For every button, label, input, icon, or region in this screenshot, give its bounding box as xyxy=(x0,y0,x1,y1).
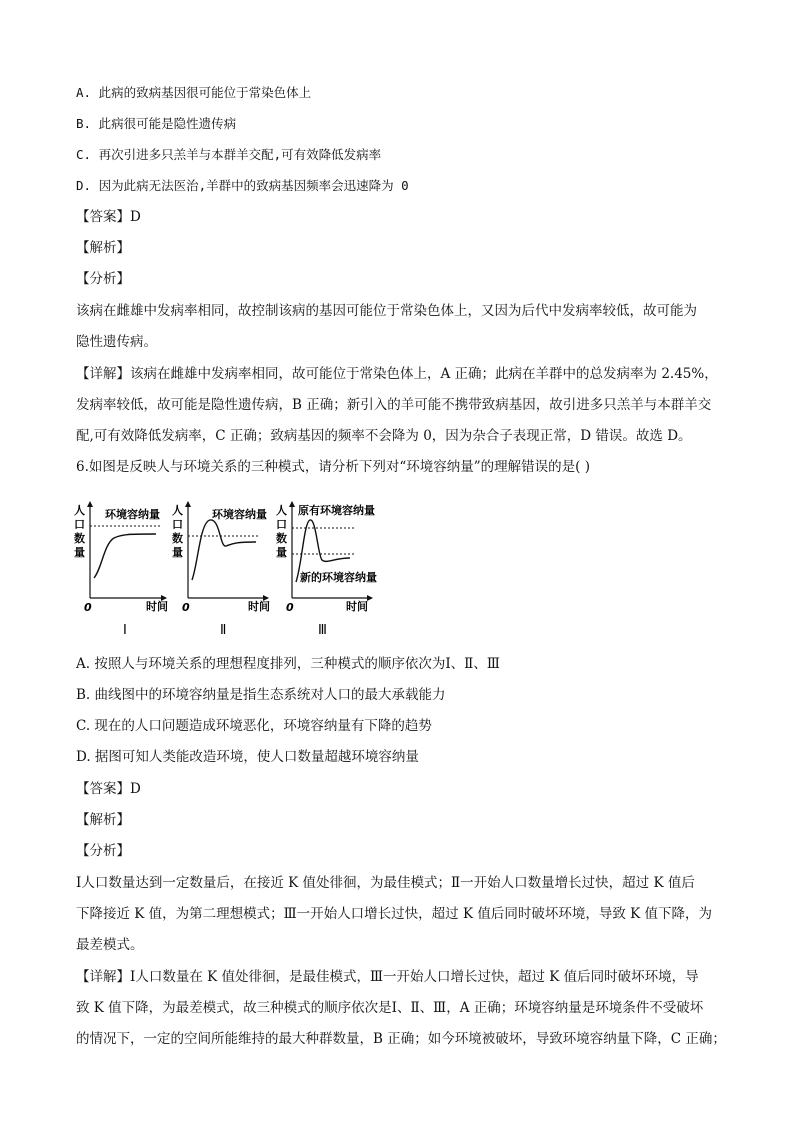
q6-analysis-line: Ⅰ人口数量达到一定数量后，在接近 K 值处徘徊，为最佳模式；Ⅱ一开始人口数量增长过快，超过 K 值后 xyxy=(76,875,695,891)
q5-detail-line: 【详解】该病在雌雄中发病率相同，故可能位于常染色体上，A 正确；此病在羊群中的总发病率为 2.45%， xyxy=(76,366,718,382)
panel-2-y-char: 口 xyxy=(172,518,183,531)
panel-1-numeral: Ⅰ xyxy=(123,623,127,638)
panel-1 xyxy=(74,502,168,638)
panel-2 xyxy=(172,502,270,638)
q5-fenxi-heading: 【分析】 xyxy=(76,271,130,287)
q6-option-d: D. 据图可知人类能改造环境，使人口数量超越环境容纳量 xyxy=(76,749,419,765)
q6-option-c: C. 现在的人口问题造成环境恶化，环境容纳量有下降的趋势 xyxy=(76,718,432,734)
panel-2-y-char: 数 xyxy=(172,532,183,545)
panel-3-y-char: 口 xyxy=(276,518,287,531)
q6-detail-line: 【详解】Ⅰ人口数量在 K 值处徘徊，是最佳模式，Ⅲ一开始人口增长过快，超过 K 值后同时破坏环境，导 xyxy=(76,969,699,985)
panel-3-numeral: Ⅲ xyxy=(318,623,327,638)
panel-2-y-char: 人 xyxy=(172,504,183,517)
panel-1-origin: 0 xyxy=(84,601,92,614)
panel-2-y-char: 量 xyxy=(172,546,183,559)
panel-3 xyxy=(276,502,377,638)
panel-3-y-char: 量 xyxy=(276,546,287,559)
q6-analysis-line: 最差模式。 xyxy=(76,937,144,953)
q5-jiexi-heading: 【解析】 xyxy=(76,240,130,256)
panel-2-origin: 0 xyxy=(182,601,190,614)
panel-1-x-label: 时间 xyxy=(146,600,168,613)
panel-3-new-capacity-label: 新的环境容纳量 xyxy=(300,571,377,584)
q5-detail-line: 配,可有效降低发病率，C 正确；致病基因的频率不会降为 0，因为杂合子表现正常，D 错误。故选 D。 xyxy=(76,428,692,444)
panel-1-y-char: 量 xyxy=(74,546,85,559)
q5-detail-line: 发病率较低，故可能是隐性遗传病，B 正确；新引入的羊可能不携带致病基因，故引进多只羔羊与本群羊交 xyxy=(76,397,712,413)
panel-1-curve xyxy=(94,534,156,578)
q5-option-c: C. 再次引进多只羔羊与本群羊交配,可有效降低发病率 xyxy=(76,147,382,162)
panel-2-x-label: 时间 xyxy=(248,600,270,613)
panel-1-y-char: 人 xyxy=(74,504,85,517)
q5-analysis-line: 该病在雌雄中发病率相同，故控制该病的基因可能位于常染色体上，又因为后代中发病率较低，故可能为 xyxy=(76,303,697,319)
panel-3-y-char: 人 xyxy=(276,504,287,517)
q5-option-b: B. 此病很可能是隐性遗传病 xyxy=(76,116,237,131)
q6-detail-line: 致 K 值下降，为最差模式，故三种模式的顺序依次是Ⅰ、Ⅱ、Ⅲ，A 正确；环境容纳量是环境条件不受破坏 xyxy=(76,1000,704,1016)
panel-1-capacity-label: 环境容纳量 xyxy=(105,508,160,521)
q6-stem: 6.如图是反映人与环境关系的三种模式，请分析下列对“环境容纳量”的理解错误的是( ) xyxy=(76,459,591,475)
panel-3-x-label: 时间 xyxy=(346,600,368,613)
q5-analysis-line: 隐性遗传病。 xyxy=(76,334,157,350)
q5-answer: 【答案】D xyxy=(76,209,141,225)
panel-2-capacity-label: 环境容纳量 xyxy=(212,508,267,521)
panel-2-curve xyxy=(192,520,256,580)
q6-detail-line: 的情况下，一定的空间所能维持的最大种群数量，B 正确；如今环境被破坏，导致环境容纳量下降，C 正确； xyxy=(76,1031,726,1047)
q6-answer: 【答案】D xyxy=(76,781,141,797)
population-model-diagram xyxy=(70,494,390,644)
population-model-figure xyxy=(70,494,390,644)
panel-1-y-char: 数 xyxy=(74,532,85,545)
q6-jiexi-heading: 【解析】 xyxy=(76,812,130,828)
q6-analysis-line: 下降接近 K 值，为第二理想模式；Ⅲ一开始人口增长过快，超过 K 值后同时破坏环境，导致 K 值下降，为 xyxy=(76,906,713,922)
q5-option-d: D. 因为此病无法医治,羊群中的致病基因频率会迅速降为 0 xyxy=(76,178,409,193)
q6-option-a: A. 按照人与环境关系的理想程度排列，三种模式的顺序依次为Ⅰ、Ⅱ、Ⅲ xyxy=(76,656,500,672)
panel-1-y-char: 口 xyxy=(74,518,85,531)
panel-3-y-char: 数 xyxy=(276,532,287,545)
q6-option-b: B. 曲线图中的环境容纳量是指生态系统对人口的最大承载能力 xyxy=(76,687,446,703)
panel-3-origin: 0 xyxy=(286,601,294,614)
panel-3-original-capacity-label: 原有环境容纳量 xyxy=(298,504,375,517)
panel-2-numeral: Ⅱ xyxy=(220,623,227,638)
q6-fenxi-heading: 【分析】 xyxy=(76,843,130,859)
q5-option-a: A. 此病的致病基因很可能位于常染色体上 xyxy=(76,85,312,100)
